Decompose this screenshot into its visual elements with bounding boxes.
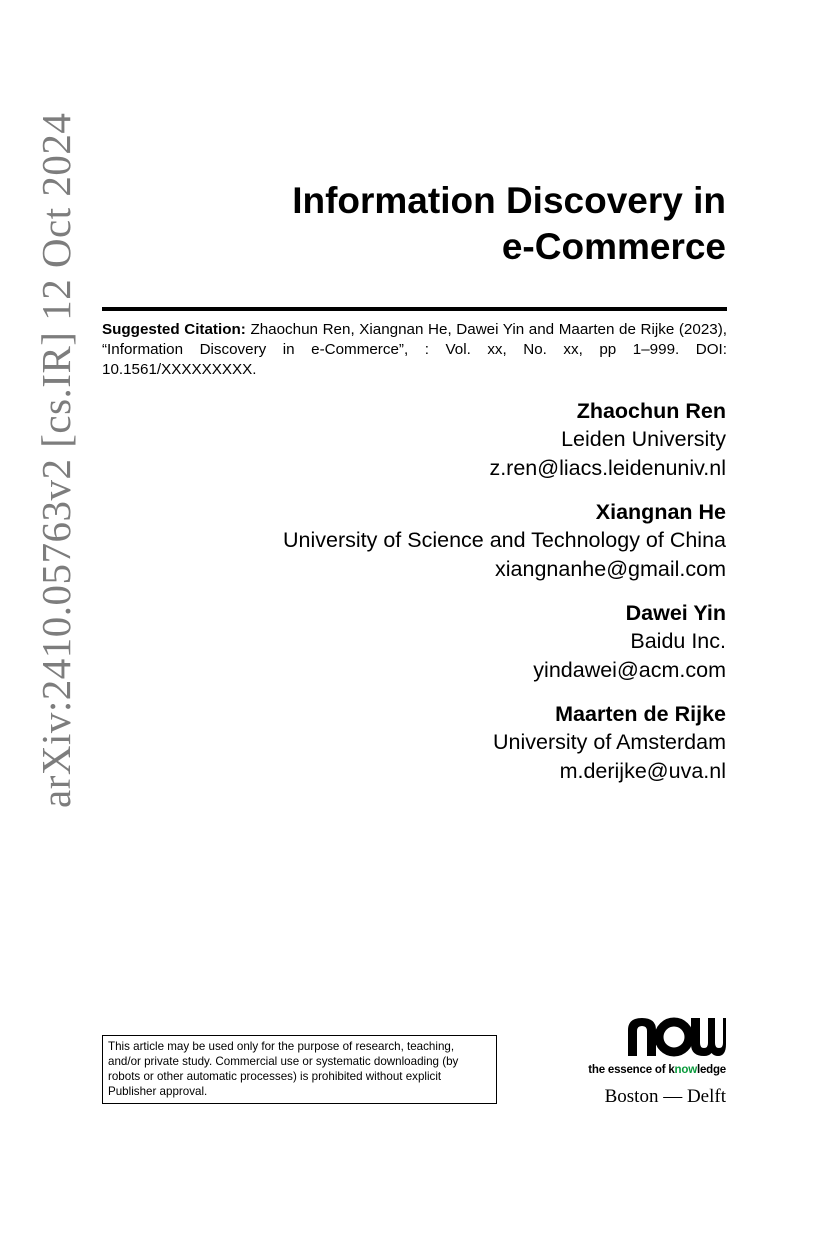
author-affiliation: University of Amsterdam [493, 730, 726, 754]
author-list [106, 397, 726, 801]
author-affiliation: Leiden University [561, 427, 726, 451]
author-email[interactable]: z.ren@liacs.leidenuniv.nl [489, 456, 726, 480]
now-publisher-logo [626, 1012, 726, 1058]
author-affiliation: University of Science and Technology of China [283, 528, 726, 552]
title-line-1: Information Discovery in [292, 180, 726, 221]
author-block [106, 397, 726, 483]
publisher-block [546, 1012, 726, 1108]
publisher-tagline [546, 1064, 726, 1076]
license-notice: This article may be used only for the purpose of research, teaching, and/or private study. Commercial use or systematic downloading (by robots or other automatic processes) is prohibited without explicit Publisher approval. [102, 1035, 497, 1104]
author-block [106, 700, 726, 786]
author-email[interactable]: m.derijke@uva.nl [559, 759, 726, 783]
paper-title [166, 178, 726, 270]
citation-text: Zhaochun Ren, Xiangnan He, Dawei Yin and Maarten de Rijke (2023), “Information Discovery in e-Commerce”, : Vol. xx, No. xx, pp 1–999. DOI: 10.1561/XXXXXXXXX. [102, 321, 727, 378]
author-email[interactable]: xiangnanhe@gmail.com [495, 557, 726, 581]
author-name: Zhaochun Ren [576, 399, 726, 423]
suggested-citation [102, 320, 727, 380]
author-block [106, 599, 726, 685]
author-email[interactable]: yindawei@acm.com [533, 658, 726, 682]
tagline-accent: now [674, 1064, 697, 1076]
publisher-cities: Boston — Delft [604, 1086, 726, 1107]
author-name: Dawei Yin [625, 601, 726, 625]
tagline-suffix: ledge [696, 1064, 726, 1076]
arxiv-identifier: arXiv:2410.05763v2 [cs.IR] 12 Oct 2024 [33, 112, 79, 808]
author-name: Xiangnan He [595, 500, 726, 524]
author-block [106, 498, 726, 584]
citation-label: Suggested Citation: [102, 321, 246, 338]
tagline-prefix: the essence of k [588, 1064, 675, 1076]
title-rule [102, 307, 727, 311]
author-affiliation: Baidu Inc. [630, 629, 726, 653]
author-name: Maarten de Rijke [555, 702, 726, 726]
title-line-2: e-Commerce [501, 226, 726, 267]
